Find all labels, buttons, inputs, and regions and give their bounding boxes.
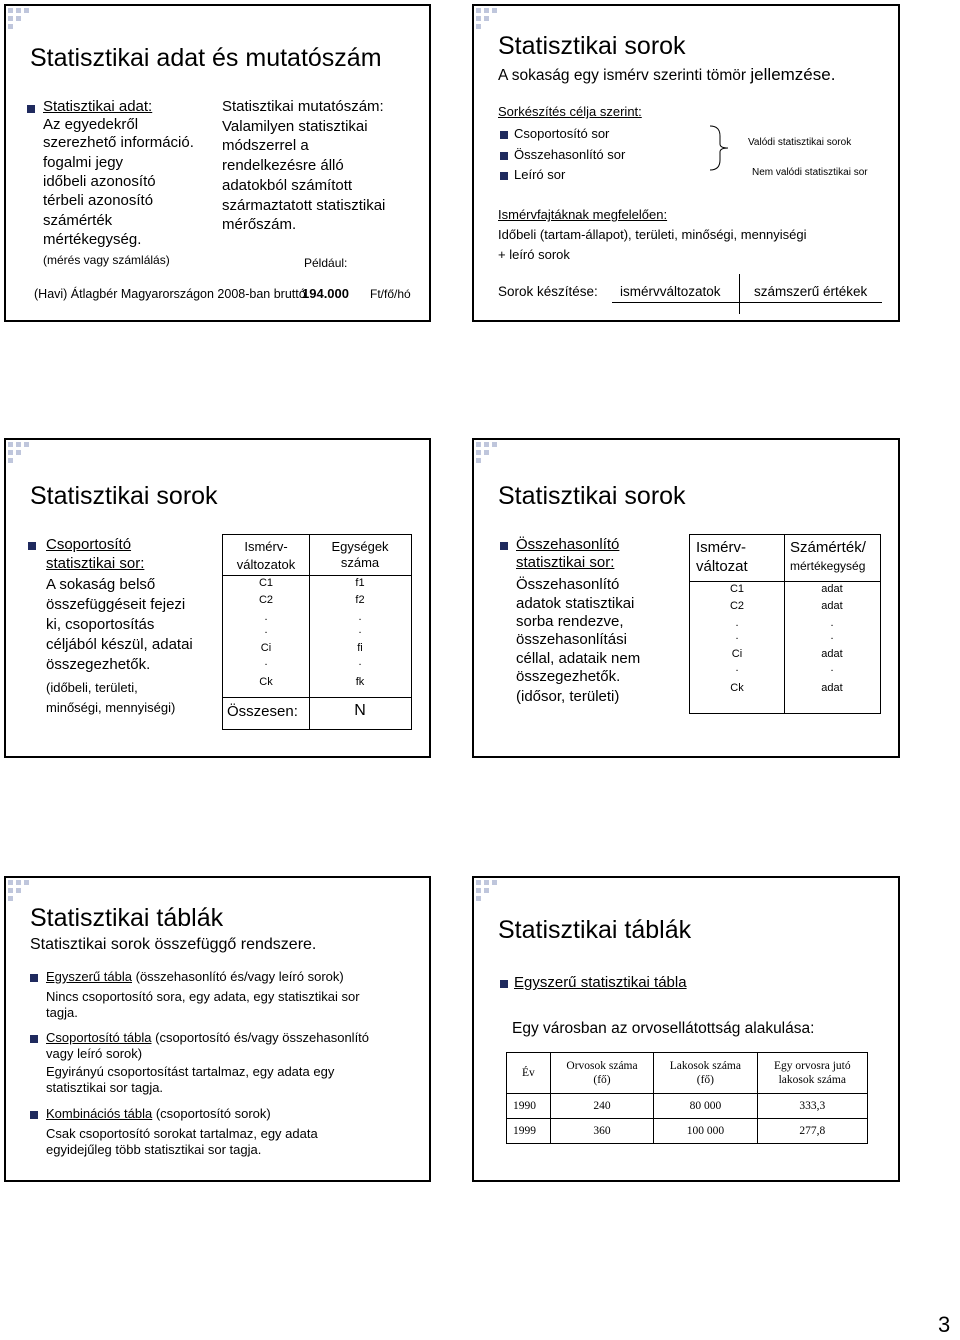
making-divider [739, 274, 740, 314]
text-line: Összehasonlító [516, 536, 620, 553]
table-cell: 360 [550, 1119, 653, 1144]
text-line: rendelkezésre álló [222, 157, 344, 175]
making-label: Sorok készítése: [498, 284, 598, 299]
text-line: fogalmi jegy [43, 154, 124, 171]
table-cell: 277,8 [757, 1119, 867, 1144]
cell-value: f2 [355, 594, 365, 606]
table-cell: 1999 [507, 1119, 551, 1144]
table-header-row [507, 1053, 868, 1094]
unreal-rows-note: Nem valódi statisztikai sor [752, 167, 868, 178]
bullet-icon [30, 1035, 38, 1043]
cell-value: Ci [731, 648, 743, 660]
example-value: 194.000 [302, 286, 349, 301]
table-header-divider [690, 581, 880, 582]
slide-csoportosito-sor [4, 438, 431, 758]
cell-value: . [264, 656, 268, 668]
text-line: statisztikai sor: [46, 555, 145, 572]
text-line: sorba rendezve, [516, 613, 624, 630]
column-header: mértékegység [790, 559, 866, 573]
bullet-icon [500, 172, 508, 180]
types-line: Időbeli (tartam-állapot), területi, minőségi, mennyiségi [498, 227, 807, 242]
table-type-text: egyidejűleg több statisztikai sor tagja. [46, 1142, 262, 1157]
column-header [757, 1053, 867, 1094]
slide-title: Statisztikai táblák [498, 916, 692, 944]
subtitle-part: jellemzése. [750, 65, 836, 84]
cell-value: fi [357, 642, 363, 654]
slide-osszehasonlito-sor [472, 438, 900, 758]
table-header-divider [223, 575, 411, 576]
table-type-name: Csoportosító tábla [46, 1030, 152, 1045]
brace-icon [708, 124, 732, 172]
slide-title: Statisztikai sorok [498, 482, 686, 510]
slide-corner-decoration [6, 6, 30, 30]
table-caption: Egy városban az orvosellátottság alakulása: [512, 1020, 815, 1037]
example-label: Például: [304, 256, 348, 270]
table-type-text: Egyirányú csoportosítást tartalmaz, egy adata egy [46, 1064, 335, 1079]
table-type-text: Nincs csoportosító sora, egy adata, egy statisztikai sor [46, 989, 360, 1004]
page-number: 3 [938, 1312, 951, 1337]
table-total-divider [223, 697, 411, 698]
bullet-icon [27, 105, 35, 113]
table-cell: 80 000 [654, 1094, 757, 1119]
text-line: térbeli azonosító [43, 192, 154, 209]
text-line: összegezhetők. [46, 656, 151, 673]
cell-value: . [264, 624, 268, 636]
text-line: Összehasonlító [516, 576, 620, 593]
slide-title: Statisztikai sorok [30, 482, 218, 510]
column-header: változatok [236, 557, 296, 572]
text-line: módszerrel a [222, 137, 309, 155]
cell-value: Ck [259, 676, 273, 688]
column-header: változat [696, 558, 748, 575]
table-type-text: Csak csoportosító sorokat tartalmaz, egy adata [46, 1126, 318, 1141]
text-line: adatokból számított [222, 176, 353, 194]
text-line: mértékegység. [43, 231, 142, 248]
osszehasonlito-table [689, 534, 881, 714]
text-line: Statisztikai mutatószám: [222, 98, 384, 115]
header-line: (fő) [593, 1074, 611, 1086]
table-cell: 333,3 [757, 1094, 867, 1119]
table-cell: 1990 [507, 1094, 551, 1119]
table-type-text: vagy leíró sorok) [46, 1046, 143, 1061]
table-type-text: tagja. [46, 1005, 78, 1020]
cell-value: adat [821, 600, 843, 612]
bullet-icon [500, 131, 508, 139]
text-line: minőségi, mennyiségi) [46, 700, 176, 715]
column-header [507, 1053, 551, 1094]
text-line: összehasonlítási [516, 631, 627, 648]
slide-adat-mutatoszam [4, 4, 431, 322]
simple-table-bullet: Egyszerű statisztikai tábla [514, 974, 687, 991]
table-type-note: (csoportosító és/vagy összehasonlító [151, 1030, 370, 1045]
cell-value: . [264, 611, 268, 623]
cell-value: fk [355, 676, 365, 688]
total-label: Összesen: [227, 703, 298, 720]
text-line: ki, csoportosítás [46, 616, 155, 633]
total-value: N [354, 702, 366, 719]
cell-value: . [358, 611, 362, 623]
row-type-item: Leíró sor [514, 167, 566, 182]
table-row [507, 1119, 868, 1144]
cell-value: C2 [258, 594, 274, 606]
cell-value: . [830, 630, 834, 642]
text-line: céllal, adataik nem [516, 650, 641, 667]
cell-value: C1 [258, 577, 274, 589]
table-cell: 240 [550, 1094, 653, 1119]
slide-corner-decoration [6, 440, 30, 464]
goal-heading: Sorkészítés célja szerint: [498, 104, 642, 119]
cell-value: . [735, 662, 739, 674]
slide-corner-decoration [474, 440, 498, 464]
text-line: céljából készül, adatai [46, 636, 193, 653]
table-type-note: (összehasonlító és/vagy leíró sorok) [132, 969, 344, 984]
text-line: A sokaság belső [46, 576, 156, 593]
cell-value: C1 [729, 583, 745, 595]
table-type-simple [46, 969, 344, 984]
table-type-combination [46, 1106, 271, 1121]
text-line: (mérés vagy számlálás) [43, 253, 170, 267]
cell-value: adat [821, 583, 843, 595]
slide-subtitle [498, 65, 835, 85]
cell-value: adat [821, 648, 843, 660]
bullet-icon [500, 980, 508, 988]
text-line: Valamilyen statisztikai [222, 117, 368, 135]
text-line: Statisztikai adat: [43, 98, 153, 115]
cell-value: Ci [260, 642, 272, 654]
column-header: Számérték/ [790, 539, 866, 556]
slide-title: Statisztikai adat és mutatószám [30, 44, 382, 72]
header-line: Lakosok száma [669, 1059, 741, 1072]
header-line: Orvosok száma [566, 1059, 638, 1072]
table-type-text: statisztikai sor tagja. [46, 1080, 164, 1095]
making-col-a: ismérvváltozatok [620, 284, 721, 299]
slide-corner-decoration [474, 878, 498, 902]
column-header [550, 1053, 653, 1094]
header-line: Egy orvosra jutó [773, 1059, 851, 1072]
csoportosito-table [222, 534, 412, 730]
column-header: Ismérv- [696, 539, 746, 556]
text-line: összegezhetők. [516, 668, 621, 685]
text-line: adatok statisztikai [516, 595, 635, 612]
cell-value: adat [821, 682, 843, 694]
cell-value: Ck [730, 682, 744, 694]
slide-corner-decoration [6, 878, 30, 902]
cell-value: f1 [355, 577, 365, 589]
real-rows-note: Valódi statisztikai sorok [748, 137, 852, 148]
cell-value: . [830, 617, 834, 629]
subtitle-part: A sokaság egy ismérv szerinti tömör [498, 67, 751, 84]
text-line: Az egyedekről [43, 116, 139, 133]
bullet-icon [30, 974, 38, 982]
table-row [507, 1094, 868, 1119]
making-col-b: számszerű értékek [754, 284, 868, 299]
slide-subtitle: Statisztikai sorok összefüggő rendszere. [30, 936, 317, 953]
table-type-name: Kombinációs tábla [46, 1106, 153, 1121]
text-line: származtatott statisztikai [222, 196, 386, 214]
example-text: (Havi) Átlagbér Magyarországon 2008-ban bruttó [34, 287, 306, 301]
example-unit: Ft/fő/hó [370, 287, 411, 301]
bullet-icon [500, 152, 508, 160]
bullet-icon [500, 542, 508, 550]
row-type-item: Csoportosító sor [514, 126, 610, 141]
table-type-note: (csoportosító sorok) [152, 1106, 271, 1121]
text-line: mérőszám. [222, 216, 297, 234]
slide-statisztikai-sorok-1 [472, 4, 900, 322]
cell-value: . [358, 624, 362, 636]
column-header: Ismérv- [244, 539, 288, 554]
text-line: (időbeli, területi, [46, 680, 138, 695]
column-header: Egységek [331, 539, 389, 554]
text-line: statisztikai sor: [516, 554, 615, 571]
slide-title: Statisztikai sorok [498, 32, 686, 60]
doctor-supply-table [506, 1052, 868, 1144]
header-line: lakosok száma [778, 1074, 846, 1086]
text-line: (idősor, területi) [516, 688, 620, 705]
cell-value: C2 [729, 600, 745, 612]
table-cell: 100 000 [654, 1119, 757, 1144]
text-line: Csoportosító [46, 536, 132, 553]
text-line: összefüggéseit fejezi [46, 596, 186, 613]
column-header [654, 1053, 757, 1094]
slide-statisztikai-tablak-2 [472, 876, 900, 1182]
column-header: száma [340, 555, 380, 570]
text-line: időbeli azonosító [43, 173, 156, 190]
header-line: (fő) [696, 1074, 714, 1086]
table-type-name: Egyszerű tábla [46, 969, 132, 984]
slide-statisztikai-tablak-1 [4, 876, 431, 1182]
text-line: számérték [43, 212, 113, 229]
row-type-item: Összehasonlító sor [514, 146, 626, 162]
slide-corner-decoration [474, 6, 498, 30]
cell-value: . [735, 630, 739, 642]
cell-value: . [735, 617, 739, 629]
text-line: szerezhető információ. [43, 134, 194, 151]
types-line: + leíró sorok [498, 247, 570, 262]
slide-title: Statisztikai táblák [30, 904, 224, 932]
bullet-icon [30, 1111, 38, 1119]
types-heading: Ismérvfajtáknak megfelelően: [498, 207, 668, 222]
making-underline [612, 302, 882, 303]
table-type-grouping [46, 1030, 369, 1045]
cell-value: . [830, 662, 834, 674]
bullet-icon [28, 542, 36, 550]
header-line: Év [522, 1066, 535, 1079]
cell-value: . [358, 656, 362, 668]
